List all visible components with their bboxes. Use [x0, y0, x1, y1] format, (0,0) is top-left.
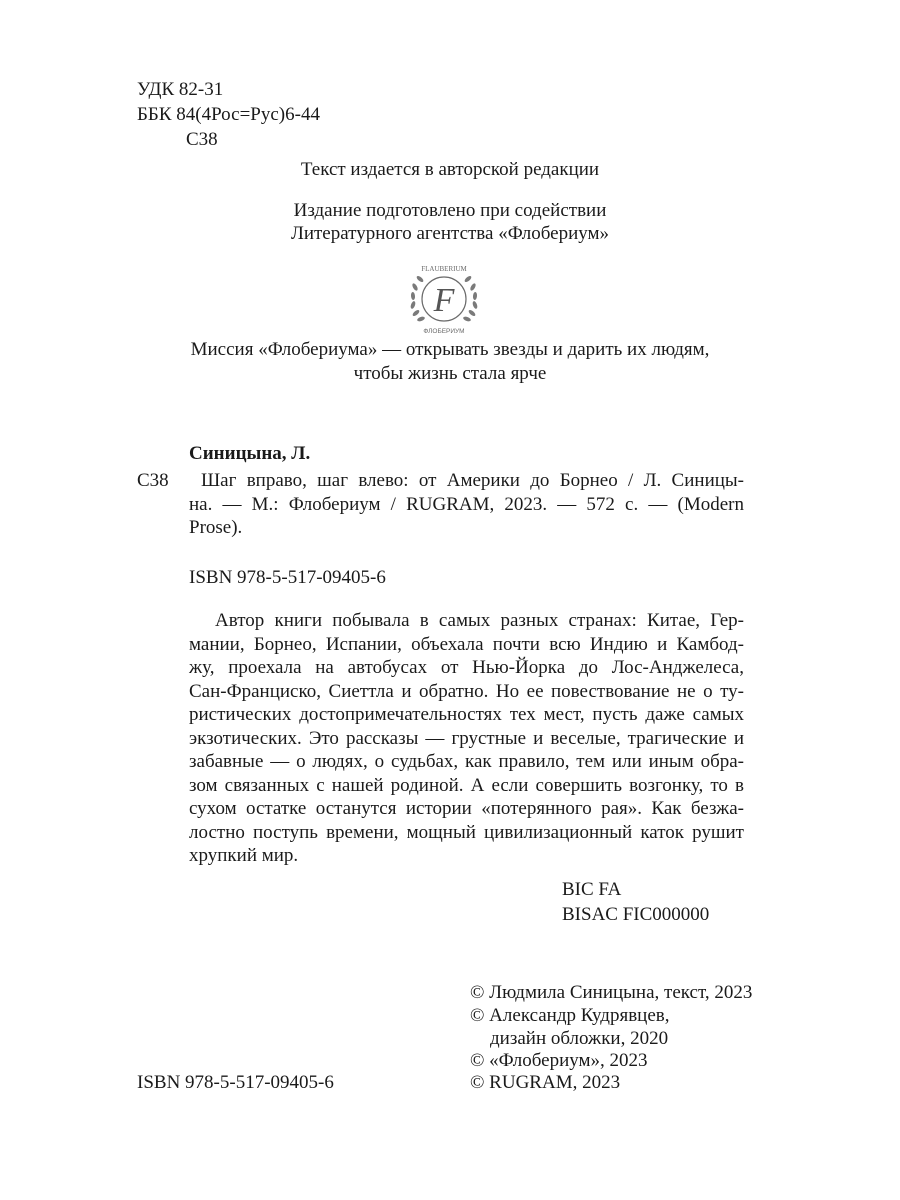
prepared-notice-line-2: Литературного агентства «Флобериум» — [290, 223, 610, 244]
annotation-line: забавные — о людях, о судьбах, как правило, тем или иным обра- — [189, 751, 744, 772]
author-edition-notice: Текст издается в авторской редакции — [300, 159, 600, 180]
flauberium-logo — [402, 255, 486, 339]
catalog-author: Синицына, Л. — [189, 443, 311, 464]
copyright-line: дизайн обложки, 2020 — [490, 1028, 669, 1049]
logo-monogram: F — [433, 282, 455, 319]
copyright-line: © RUGRAM, 2023 — [470, 1072, 621, 1093]
annotation-line: Автор книги побывала в самых разных странах: Китае, Гер- — [215, 610, 744, 631]
copyright-line: © Александр Кудрявцев, — [470, 1005, 670, 1026]
annotation-line: мании, Борнео, Испании, объехала почти всю Индию и Камбод- — [189, 634, 744, 655]
catalog-isbn: ISBN 978-5-517-09405-6 — [189, 567, 386, 588]
annotation-line: сухом остатке останутся истории «потерянного рая». Как безжа- — [189, 798, 744, 819]
catalog-entry-line: Prose). — [189, 517, 243, 538]
catalog-entry-line: на. — М.: Флобериум / RUGRAM, 2023. — 572 с. — (Modern — [189, 494, 744, 515]
logo-top-text: FLAUBERIUM — [421, 265, 467, 273]
annotation-line: жу, проехала на автобусах от Нью-Йорка до Лос-Анджелеса, — [189, 657, 744, 678]
mission-line-2: чтобы жизнь стала ярче — [353, 363, 547, 384]
udk-code: УДК 82-31 — [137, 79, 224, 100]
annotation-line: хрупкий мир. — [189, 845, 299, 866]
annotation-line: зом связанных с нашей родиной. А если совершить возгонку, то в — [189, 775, 744, 796]
copyright-line: © «Флобериум», 2023 — [470, 1050, 648, 1071]
annotation-line: Сан-Франциско, Сиеттла и обратно. Но ее повествование не о ту- — [189, 681, 744, 702]
bbk-code: ББК 84(4Рос=Рус)6-44 — [137, 104, 320, 125]
annotation-line: экзотических. Это рассказы — грустные и веселые, трагические и — [189, 728, 744, 749]
annotation-line: ристических достопримечательностях тех мест, пусть даже самых — [189, 704, 744, 725]
catalog-entry-line: Шаг вправо, шаг влево: от Америки до Борнео / Л. Синицы- — [201, 470, 744, 491]
author-mark: С38 — [186, 129, 218, 150]
bic-code: BIC FA — [562, 879, 622, 900]
laurel-wreath-icon — [402, 255, 486, 339]
annotation-line: лостно поступь времени, мощный цивилизационный каток рушит — [189, 822, 744, 843]
copyright-line: © Людмила Синицына, текст, 2023 — [470, 982, 753, 1003]
prepared-notice-line-1: Издание подготовлено при содействии — [293, 200, 607, 221]
logo-bottom-text: ФЛОБЕРИУМ — [423, 328, 465, 335]
mission-line-1: Миссия «Флобериума» — открывать звезды и дарить их людям, — [190, 339, 710, 360]
bisac-code: BISAC FIC000000 — [562, 904, 710, 925]
catalog-mark: С38 — [137, 470, 169, 491]
footer-isbn: ISBN 978-5-517-09405-6 — [137, 1072, 334, 1093]
